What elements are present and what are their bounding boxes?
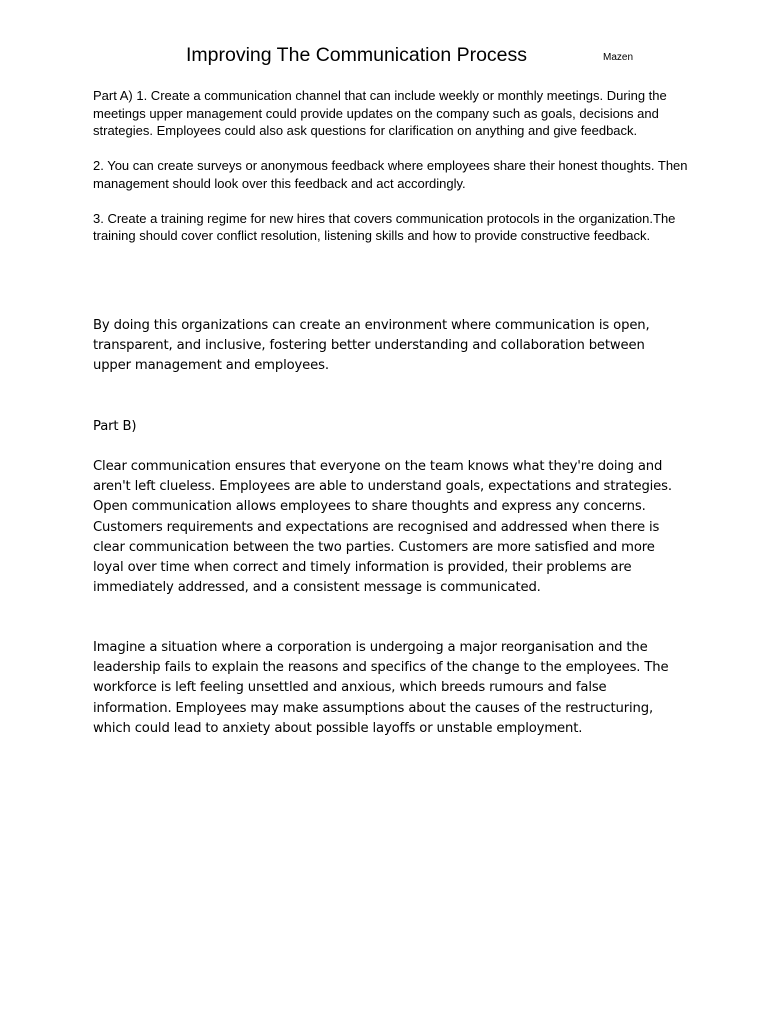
author-name: Mazen	[603, 52, 634, 63]
part-a-conclusion	[93, 316, 683, 377]
part-b-paragraph-1-text: Clear communication ensures that everyone on the team knows what they're doing and aren't left clueless. Employees are able to understand goals, expectations and strategies. Open communication allows employees to share thoughts and express any concerns. Customers requirements and expectations are recognised and addressed when there is clear communication between the two parties. Customers are more satisfied and more loyal over time when correct and timely information is provided, their problems are immediately addressed, and a consistent message is communicated.	[93, 459, 672, 596]
part-b-paragraph-2-text: Imagine a situation where a corporation is undergoing a major reorganisation and the leadership fails to explain the reasons and specifics of the change to the employees. The workforce is left feeling unsettled and anxious, which breeds rumours and false information. Employees may make assumptions about the causes of the restructuring, which could lead to anxiety about possible layoffs or unstable employment.	[93, 640, 669, 736]
part-b-paragraph-2	[93, 638, 683, 739]
part-a-item-3: 3. Create a training regime for new hires that covers communication protocols in the organization.The training should cover conflict resolution, listening skills and how to provide constructive feedback.	[93, 210, 676, 243]
part-b-paragraph-1	[93, 457, 683, 598]
part-a-conclusion-text: By doing this organizations can create an environment where communication is open, transparent, and inclusive, fostering better understanding and collaboration between upper management and employees.	[93, 318, 650, 374]
document-title: Improving The Communication Process	[186, 44, 528, 66]
part-b-heading-text: Part B)	[93, 419, 137, 434]
part-a-item-1: Part A) 1. Create a communication channel that can include weekly or monthly meetings. During the meetings upper management could provide updates on the company such as goals, decisions and strategies. Employees could also ask questions for clarification on anything and give feedback.	[93, 88, 667, 138]
part-a-item-2: 2. You can create surveys or anonymous feedback where employees share their honest thoughts. Then management should look over this feedback and act accordingly.	[93, 158, 688, 191]
part-b-heading	[93, 417, 683, 437]
part-a-section	[93, 87, 693, 262]
